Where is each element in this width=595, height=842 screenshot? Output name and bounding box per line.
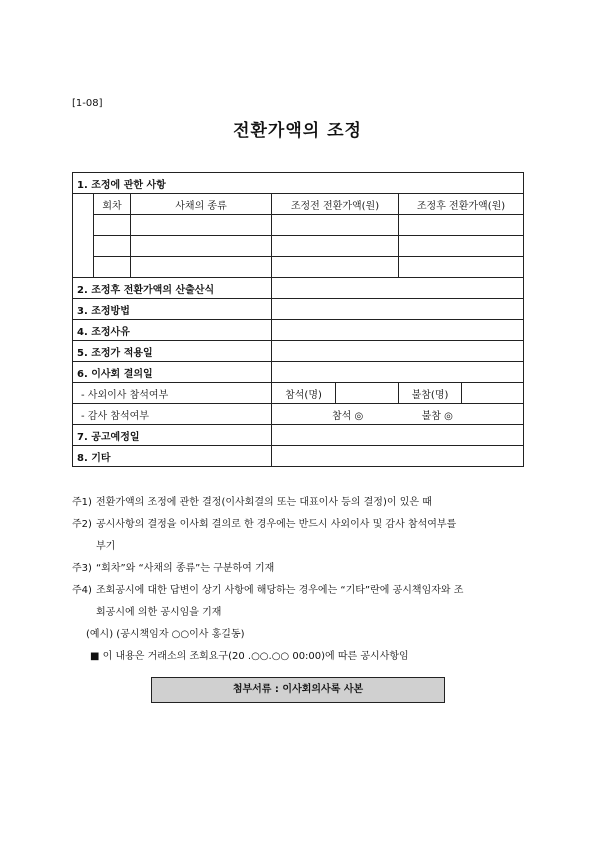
section-2-row	[73, 278, 524, 299]
footnote-4-text: 조회공시에 대한 답변이 상기 사항에 해당하는 경우에는 “기타”란에 공시책임자와 조	[96, 585, 464, 596]
footnote-2-text: 공시사항의 결정을 이사회 결의로 한 경우에는 반드시 사외이사 및 감사 참석여부를	[96, 519, 457, 530]
auditor-label: - 감사 참석여부	[73, 404, 272, 425]
attend-count-value[interactable]	[336, 383, 399, 404]
price-after-cell[interactable]	[399, 215, 524, 236]
section-2-label: 2. 조정후 전환가액의 산출산식	[73, 278, 272, 299]
footnote-1-num: 주1)	[72, 497, 92, 508]
footnote-1	[72, 492, 532, 514]
section-1-label: 1. 조정에 관한 사항	[73, 173, 524, 194]
section-4-row	[73, 320, 524, 341]
auditor-attendance	[272, 404, 524, 425]
table-header-row	[73, 194, 524, 215]
attend-count-label: 참석(명)	[272, 383, 336, 404]
price-after-cell[interactable]	[399, 257, 524, 278]
bond-type-cell[interactable]	[131, 257, 272, 278]
section-7-row	[73, 425, 524, 446]
footnote-3-num: 주3)	[72, 563, 92, 574]
footnote-4-num: 주4)	[72, 585, 92, 596]
footnote-3-text: “회차”와 “사채의 종류”는 구분하여 기재	[96, 563, 275, 574]
section-3-label: 3. 조정방법	[73, 299, 272, 320]
page-title: 전환가액의 조정	[233, 121, 362, 141]
footnote-2-num: 주2)	[72, 519, 92, 530]
round-cell[interactable]	[94, 215, 131, 236]
footnote-2-cont	[72, 536, 532, 558]
section-5-label: 5. 조정가 적용일	[73, 341, 272, 362]
price-before-cell[interactable]	[272, 236, 399, 257]
section-4-value[interactable]	[272, 320, 524, 341]
bond-type-cell[interactable]	[131, 236, 272, 257]
auditor-attend-option[interactable]: 참석 ◎	[332, 410, 364, 422]
price-after-cell[interactable]	[399, 236, 524, 257]
footnote-3	[72, 558, 532, 580]
header-round: 회차	[94, 194, 131, 215]
header-price-after: 조정후 전환가액(원)	[399, 194, 524, 215]
price-before-cell[interactable]	[272, 257, 399, 278]
round-cell[interactable]	[94, 236, 131, 257]
section-8-row	[73, 446, 524, 467]
header-price-before: 조정전 전환가액(원)	[272, 194, 399, 215]
outside-director-row	[73, 383, 524, 404]
section-2-value[interactable]	[272, 278, 524, 299]
section-7-value[interactable]	[272, 425, 524, 446]
disclosure-form-table	[72, 172, 524, 467]
auditor-row	[73, 404, 524, 425]
footnotes	[72, 492, 532, 668]
table-row	[73, 236, 524, 257]
attachment-box: 첨부서류 : 이사회의사록 사본	[151, 677, 445, 703]
absent-count-value[interactable]	[462, 383, 524, 404]
form-code: [1-08]	[72, 98, 103, 109]
section-3-row	[73, 299, 524, 320]
footnote-example: (예시) (공시책임자 ○○이사 홍길동)	[86, 629, 245, 640]
section-6-row	[73, 362, 524, 383]
section-5-value[interactable]	[272, 341, 524, 362]
indent-cell	[73, 194, 94, 278]
section-4-label: 4. 조정사유	[73, 320, 272, 341]
header-bond-type: 사채의 종류	[131, 194, 272, 215]
section-3-value[interactable]	[272, 299, 524, 320]
price-before-cell[interactable]	[272, 215, 399, 236]
section-5-row	[73, 341, 524, 362]
section-6-value[interactable]	[272, 362, 524, 383]
footnote-4-text-cont: 회공시에 의한 공시임을 기재	[96, 607, 222, 618]
auditor-absent-option[interactable]: 불참 ◎	[421, 410, 453, 422]
section-8-label: 8. 기타	[73, 446, 272, 467]
section-8-value[interactable]	[272, 446, 524, 467]
table-row	[73, 215, 524, 236]
footnote-2	[72, 514, 532, 536]
bond-type-cell[interactable]	[131, 215, 272, 236]
section-7-label: 7. 공고예정일	[73, 425, 272, 446]
footnote-4	[72, 580, 532, 602]
inquiry-notice: ■ 이 내용은 거래소의 조회요구(20 .○○.○○ 00:00)에 따른 공시사항임	[90, 651, 409, 662]
footnote-1-text: 전환가액의 조정에 관한 결정(이사회결의 또는 대표이사 등의 결정)이 있은 때	[96, 497, 432, 508]
footnote-4-cont	[72, 602, 532, 624]
section-1-row	[73, 173, 524, 194]
table-row	[73, 257, 524, 278]
footnote-2-text-cont: 부기	[96, 541, 116, 552]
absent-count-label: 불참(명)	[399, 383, 462, 404]
outside-director-label: - 사외이사 참석여부	[73, 383, 272, 404]
section-6-label: 6. 이사회 결의일	[73, 362, 272, 383]
round-cell[interactable]	[94, 257, 131, 278]
